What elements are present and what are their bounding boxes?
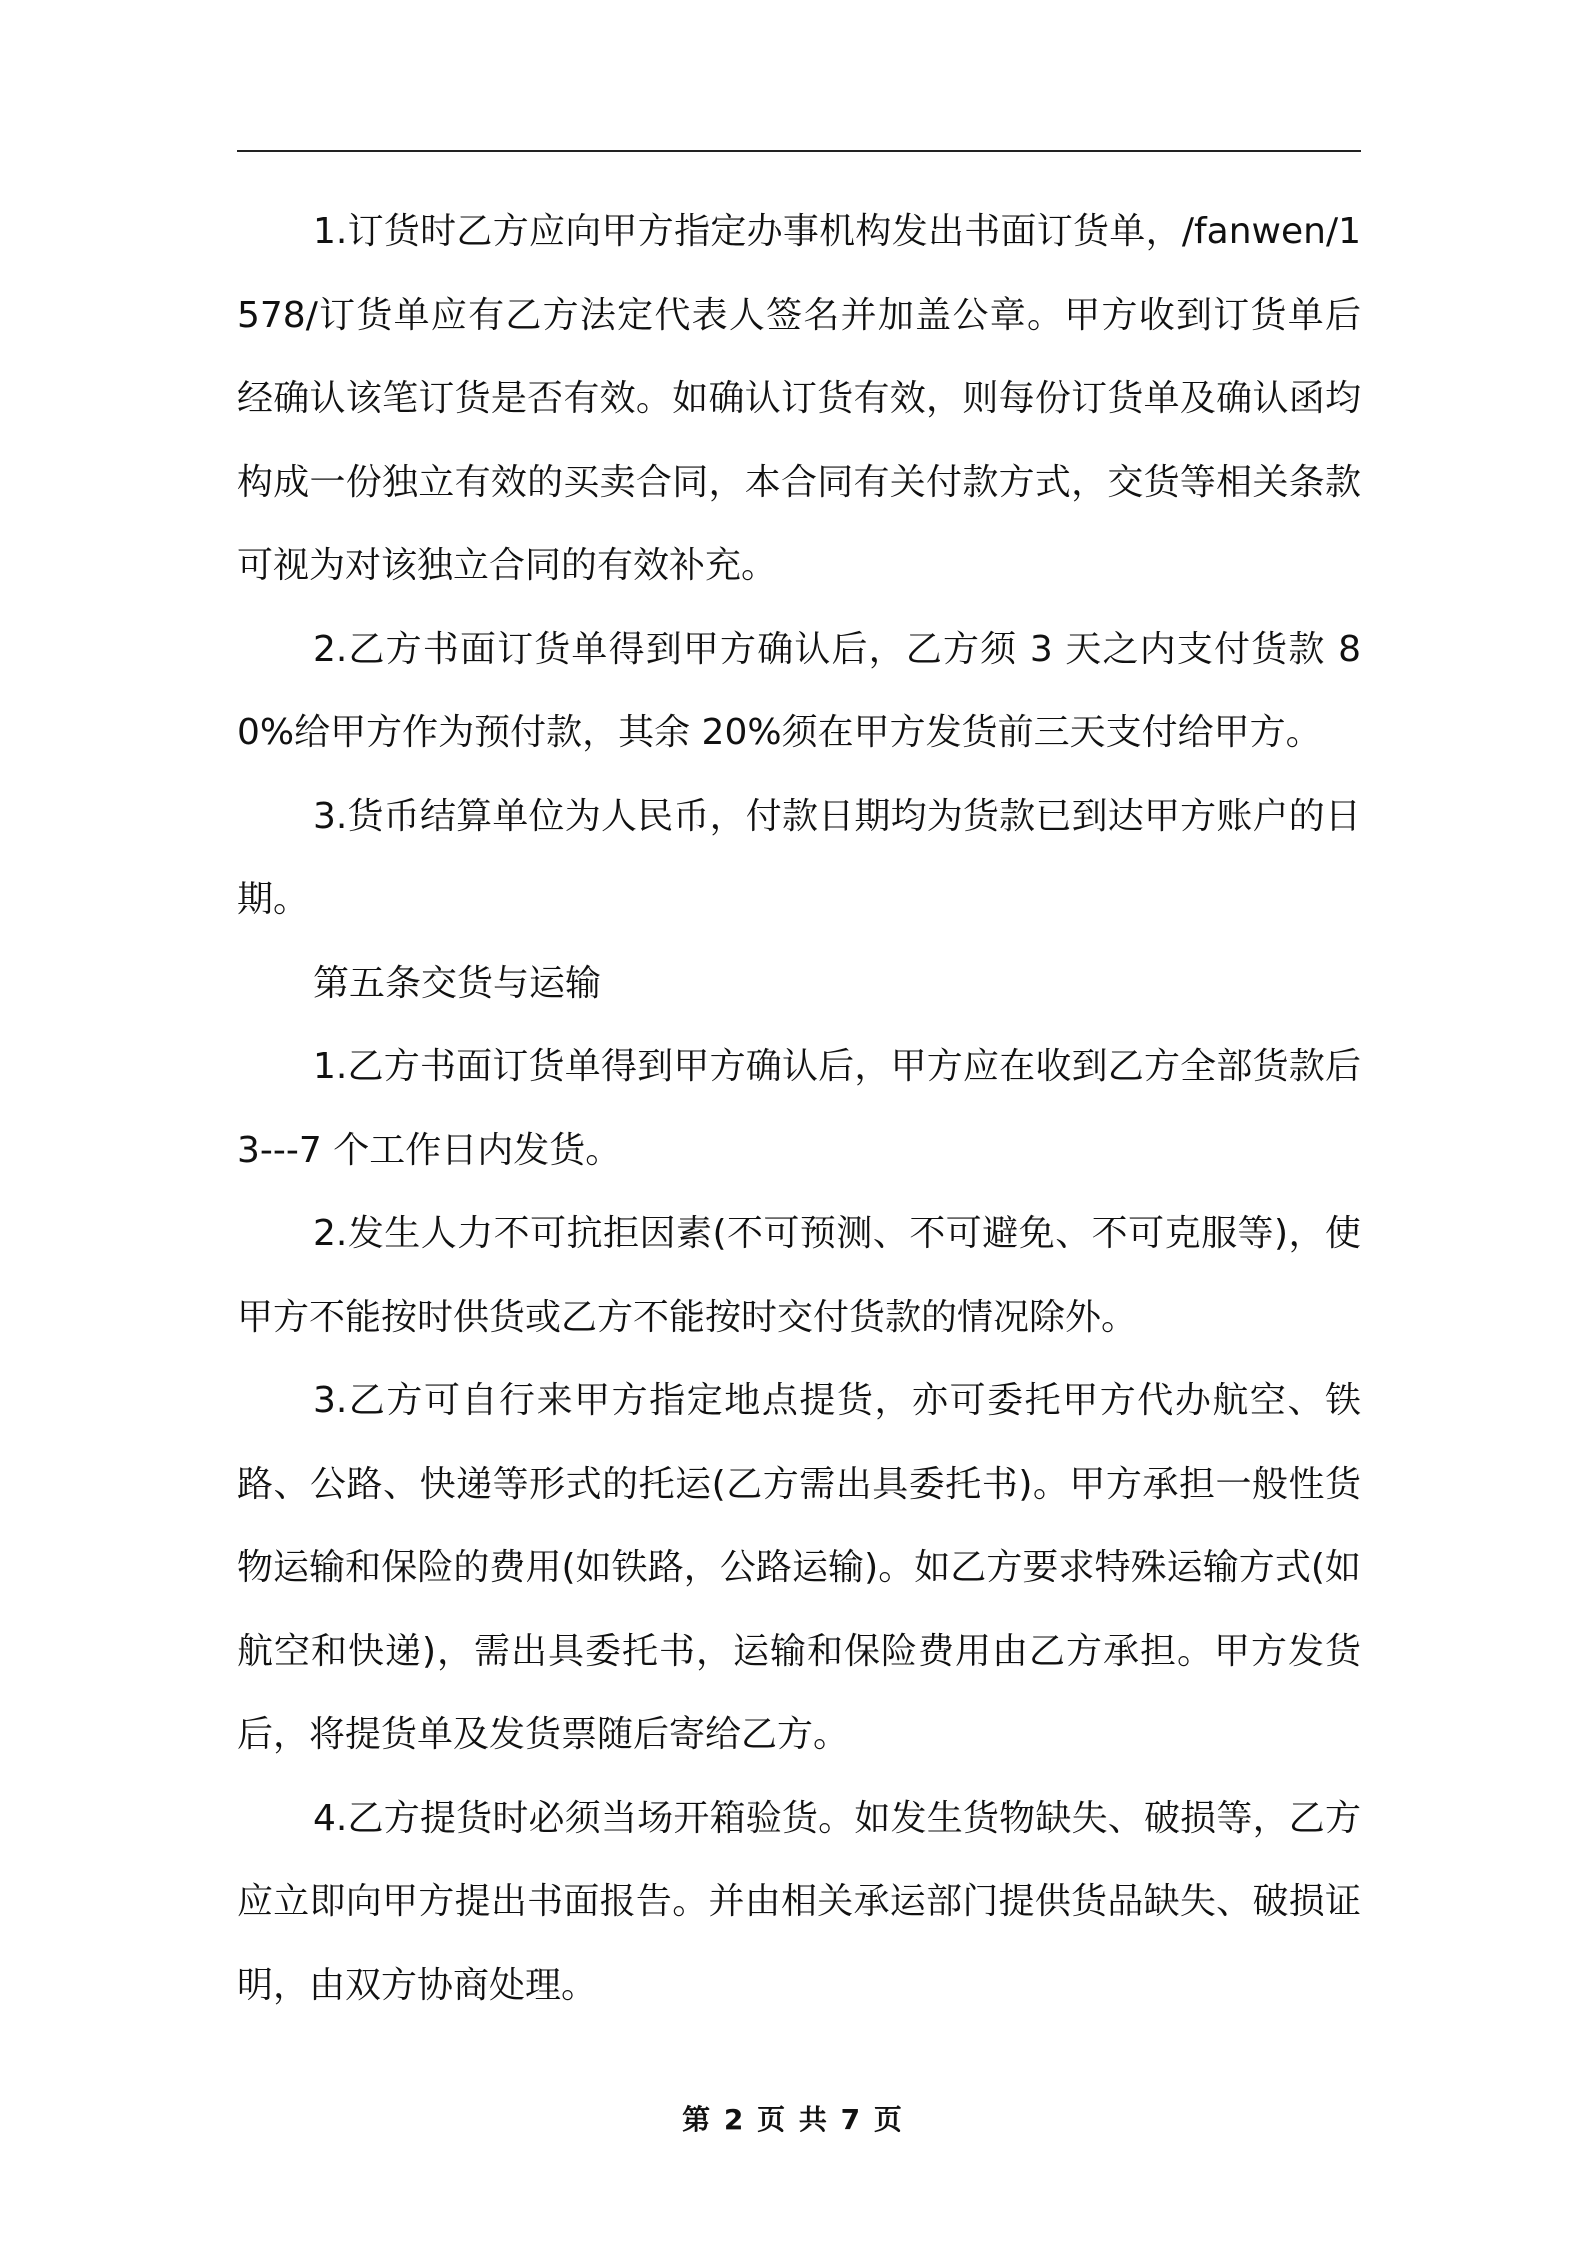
paragraph-delivery-time: 1.乙方书面订货单得到甲方确认后，甲方应在收到乙方全部货款后 3---7 个工作日内发货。 [237,1046,1361,1171]
header-rule [237,150,1361,152]
paragraph-force-majeure: 2.发生人力不可抗拒因素(不可预测、不可避免、不可克服等)，使甲方不能按时供货或乙方不能按时交付货款的情况除外。 [237,1213,1361,1338]
paragraph-transport: 3.乙方可自行来甲方指定地点提货，亦可委托甲方代办航空、铁路、公路、快递等形式的托运(乙方需出具委托书)。甲方承担一般性货物运输和保险的费用(如铁路，公路运输)。如乙方要求特殊运输方式(如航空和快递)，需出具委托书，运输和保险费用由乙方承担。甲方发货后，将提货单及发货票随后寄给乙方。 [237,1380,1361,1755]
paragraph-order-placement: 1.订货时乙方应向甲方指定办事机构发出书面订货单，/fanwen/1578/订货单应有乙方法定代表人签名并加盖公章。甲方收到订货单后经确认该笔订货是否有效。如确认订货有效，则每份订货单及确认函均构成一份独立有效的买卖合同，本合同有关付款方式，交货等相关条款可视为对该独立合同的有效补充。 [237,211,1361,586]
paragraph-currency: 3.货币结算单位为人民币，付款日期均为货款已到达甲方账户的日期。 [237,795,1361,920]
paragraph-inspection: 4.乙方提货时必须当场开箱验货。如发生货物缺失、破损等，乙方应立即向甲方提出书面报告。并由相关承运部门提供货品缺失、破损证明，由双方协商处理。 [237,1797,1361,2006]
section-heading-delivery: 第五条交货与运输 [313,962,602,1004]
page-number: 第 2 页 共 7 页 [682,2103,904,2136]
document-body [237,190,1361,2027]
paragraph-prepayment: 2.乙方书面订货单得到甲方确认后，乙方须 3 天之内支付货款 80%给甲方作为预付款，其余 20%须在甲方发货前三天支付给甲方。 [237,628,1361,753]
